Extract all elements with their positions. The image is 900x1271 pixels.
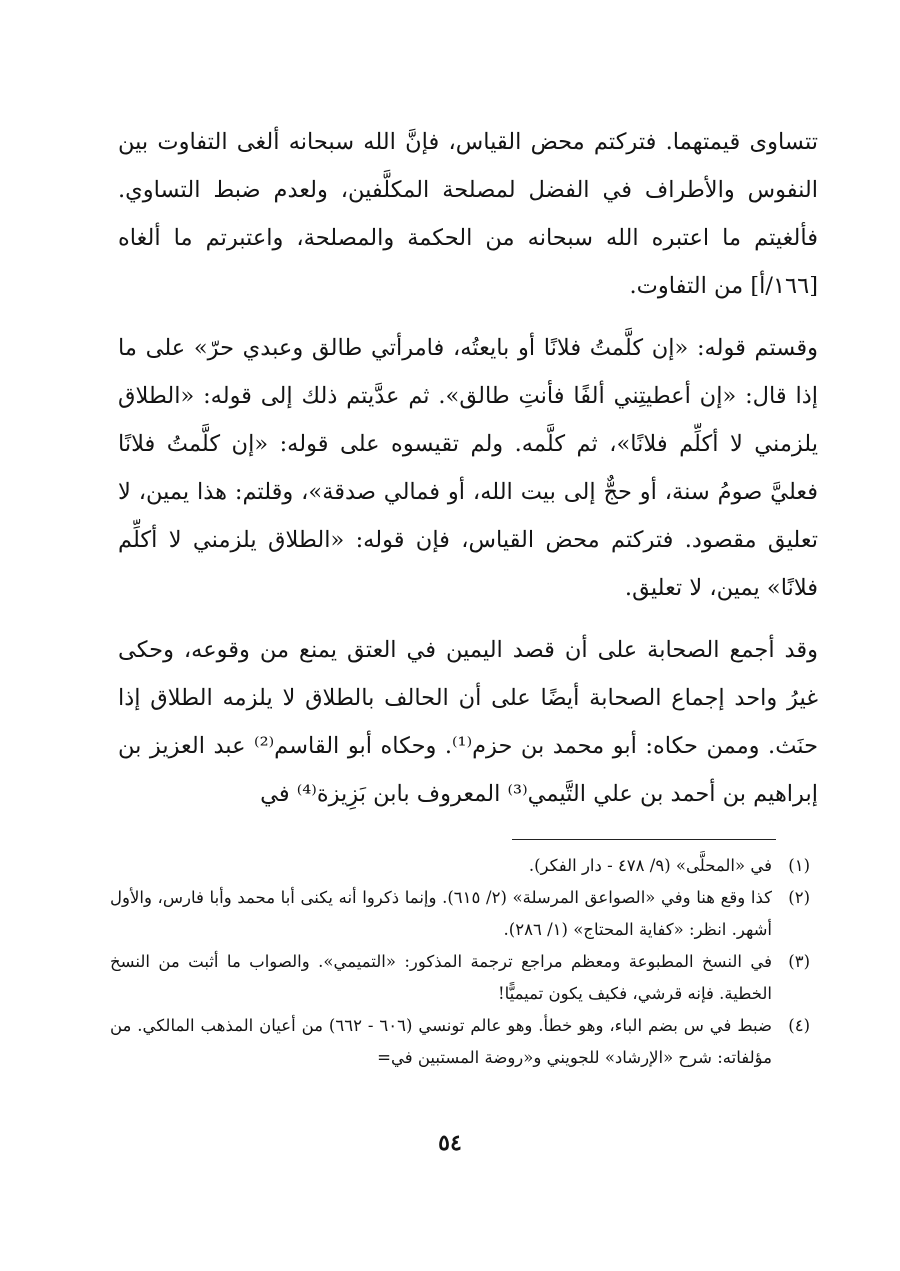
footnote-text: في النسخ المطبوعة ومعظم مراجع ترجمة المذكور: «التميمي». والصواب ما أثبت من النسخ الخطية. فإنه قرشي، فكيف يكون تميميًّا! [110,952,772,1003]
footnote-number: (٢) [788,888,810,907]
paragraph-3: وقد أجمع الصحابة على أن قصد اليمين في العتق يمنع من وقوعه، وحكى غيرُ واحد إجماع الصحابة أيضًا على أن الحالف بالطلاق لا يلزمه الطلاق إذا حنَث. وممن حكاه: أبو محمد بن حزم⁽¹⁾. وحكاه أبو القاسم⁽²⁾ عبد العزيز بن إبراهيم بن أحمد بن علي التَّيمي⁽³⁾ المعروف بابن بَزِيزة⁽⁴⁾ في [118,637,818,807]
page-number: ٥٤ [438,1130,462,1156]
footnote-separator [512,839,776,840]
footnote-number: (٤) [788,1016,810,1035]
footnote-text: ضبط في س بضم الباء، وهو خطأ. وهو عالم تونسي (٦٠٦ - ٦٦٢) من أعيان المذهب المالكي. من مؤلفاته: شرح «الإرشاد» للجويني و«روضة المستبين في= [110,1016,772,1067]
footnotes [110,850,810,1074]
footnote-1 [110,850,810,882]
footnote-4 [110,1010,810,1074]
main-text [118,118,818,818]
footnote-text: في «المحلَّى» (٩/ ٤٧٨ - دار الفكر). [528,856,772,875]
footnote-number: (٣) [788,952,810,971]
footnote-text: كذا وقع هنا وفي «الصواعق المرسلة» (٢/ ٦١٥). وإنما ذكروا أنه يكنى أبا محمد وأبا فارس، والأول أشهر. انظر: «كفاية المحتاج» (١/ ٢٨٦). [110,888,772,939]
footnote-2 [110,882,810,946]
paragraph-2: وقستم قوله: «إن كلَّمتُ فلانًا أو بايعتُه، فامرأتي طالق وعبدي حرّ» على ما إذا قال: «إن أعطيتِني ألفًا فأنتِ طالق». ثم عدَّيتم ذلك إلى قوله: «الطلاق يلزمني لا أكلِّم فلانًا»، ثم كلَّمه. ولم تقيسوه على قوله: «إن كلَّمتُ فلانًا فعليَّ صومُ سنة، أو حجٌّ إلى بيت الله، أو فمالي صدقة»، وقلتم: هذا يمين، لا تعليق مقصود. فتركتم محض القياس، فإن قوله: «الطلاق يلزمني لا أكلِّم فلانًا» يمين، لا تعليق. [118,335,818,601]
footnote-3 [110,946,810,1010]
paragraph-1: تتساوى قيمتهما. فتركتم محض القياس، فإنَّ الله سبحانه ألغى التفاوت بين النفوس والأطراف في الفضل لمصلحة المكلَّفين، ولعدم ضبط التساوي. فألغيتم ما اعتبره الله سبحانه من الحكمة والمصلحة، واعتبرتم ما ألغاه [١٦٦/أ] من التفاوت. [118,129,818,299]
footnote-number: (١) [788,856,810,875]
